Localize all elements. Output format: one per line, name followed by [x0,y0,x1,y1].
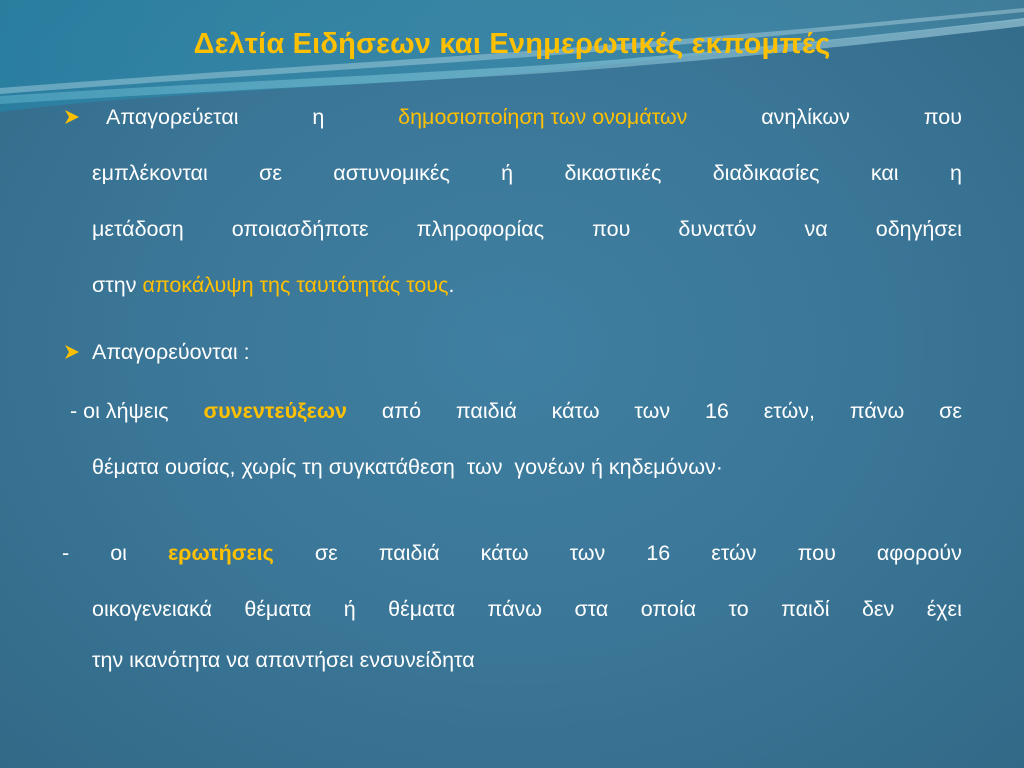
text-word: ετών, [763,399,815,423]
highlight-text: δημοσιοποίηση των ονομάτων [398,105,688,129]
text-word: σε [314,541,338,565]
text-word: θέματα [388,597,456,621]
text-word: σε [259,161,282,185]
highlight-text: συνεντεύξεων [203,399,347,423]
text-word: οικογενειακά [92,597,212,621]
text-run: στην [92,273,143,297]
text-word: εμπλέκονται [92,161,208,185]
arrow-bullet-icon [64,344,80,360]
text-word: που [797,541,836,565]
text-word: αφορούν [876,541,962,565]
text-word: 16 [646,541,671,565]
text-word: έχει [926,597,962,621]
text-word: μετάδοση [92,217,184,241]
text-word: ή [501,161,514,185]
slide-title: Δελτία Ειδήσεων και Ενημερωτικές εκπομπές [193,28,831,60]
text-word: παιδί [781,597,830,621]
text-word: να [804,217,828,241]
bullet1-line1 [106,102,962,132]
text-word: ανηλίκων [761,105,850,129]
dash1-line1 [70,396,962,426]
dash2-line2 [92,594,962,624]
text-word: πάνω [849,399,905,423]
bullet1-line2 [92,158,962,188]
text-word: Απαγορεύεται [106,105,239,129]
text-word: των [569,541,606,565]
dash2-line3: την ικανότητα να απαντήσει ενσυνείδητα [92,648,475,672]
arrow-bullet-icon [64,109,80,125]
bullet1-line4 [92,270,455,300]
text-word: δεν [861,597,895,621]
text-word: ή [343,597,356,621]
text-word: παιδιά [455,399,517,423]
bullet2-label: Απαγορεύονται : [92,340,250,364]
text-word: οι [110,541,127,565]
text-word: - [62,541,70,565]
text-word: και [870,161,899,185]
text-run: - οι λήψεις [70,399,169,423]
highlight-text: αποκάλυψη της ταυτότητάς τους [142,273,449,297]
text-word: στα [574,597,609,621]
text-run: . [448,273,455,297]
dash2-line1 [62,538,962,568]
text-word: από [381,399,422,423]
text-word: η [312,105,325,129]
text-word: των [634,399,671,423]
text-word: κάτω [551,399,600,423]
text-word: ετών [711,541,757,565]
text-word: που [923,105,962,129]
text-word: η [949,161,962,185]
text-word: το [728,597,749,621]
text-word: οποία [640,597,697,621]
text-word: διαδικασίες [712,161,820,185]
text-word: κάτω [480,541,529,565]
text-word: παιδιά [378,541,440,565]
dash1-line2: θέματα ουσίας, χωρίς τη συγκατάθεση των γονέων ή κηδεμόνων· [92,455,723,479]
text-word: οδηγήσει [875,217,962,241]
text-word: οποιασδήποτε [231,217,369,241]
text-word: αστυνομικές [333,161,450,185]
text-word: θέματα [244,597,312,621]
text-word: δυνατόν [678,217,757,241]
text-word: πληροφορίας [416,217,545,241]
text-word: 16 [704,399,729,423]
text-word: που [592,217,631,241]
text-word: σε [939,399,962,423]
bullet1-line3 [92,214,962,244]
text-word: δικαστικές [564,161,662,185]
highlight-text: ερωτήσεις [167,541,274,565]
text-word: πάνω [487,597,543,621]
